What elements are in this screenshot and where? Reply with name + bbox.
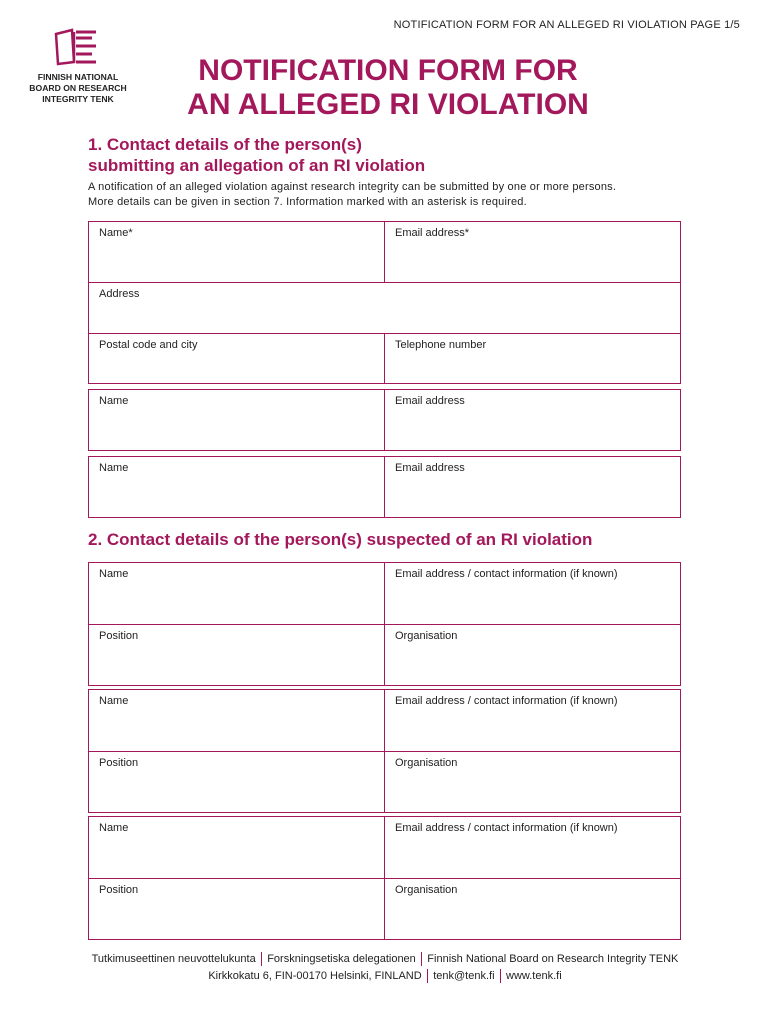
field-label: Postal code and city: [99, 339, 198, 351]
telephone-field[interactable]: [385, 334, 680, 383]
field-label: Position: [99, 630, 139, 642]
intro-line2: More details can be given in section 7. Information marked with an asterisk is required.: [88, 196, 527, 208]
position-field[interactable]: [89, 625, 385, 685]
form-row: [89, 624, 680, 685]
main-title: [168, 54, 608, 122]
form-row: [89, 690, 680, 751]
section1-title: [88, 134, 425, 176]
form-row: [89, 817, 680, 878]
main-title-line1: NOTIFICATION FORM FOR: [198, 54, 578, 87]
footer-org-sv: Forskningsetiska delegationen: [267, 953, 416, 965]
address-field[interactable]: [89, 283, 680, 333]
form-row: [89, 878, 680, 939]
section1-intro: [88, 180, 688, 210]
footer: [0, 951, 770, 985]
main-title-line2: AN ALLEGED RI VIOLATION: [187, 88, 589, 121]
footer-address: Kirkkokatu 6, FIN-00170 Helsinki, FINLAND: [208, 970, 422, 982]
footer-email-link[interactable]: tenk@tenk.fi: [433, 970, 495, 982]
tenk-logo: [28, 28, 138, 105]
footer-line1: [0, 951, 770, 968]
name-field[interactable]: [89, 457, 385, 517]
organisation-field[interactable]: [385, 879, 680, 939]
field-label: Email address / contact information (if known): [395, 695, 618, 707]
suspect-1-table: [88, 562, 681, 686]
logo-text-line1: FINNISH NATIONAL: [37, 72, 119, 82]
email-field[interactable]: [385, 690, 680, 751]
field-label: Organisation: [395, 757, 458, 769]
field-label: Address: [99, 288, 140, 300]
field-label: Position: [99, 884, 139, 896]
footer-separator: [421, 952, 423, 966]
form-row: [89, 390, 680, 450]
form-row: [89, 333, 680, 383]
field-label: Email address: [395, 395, 465, 407]
footer-separator: [427, 969, 429, 983]
footer-org-en: Finnish National Board on Research Integrity TENK: [427, 953, 679, 965]
name-field[interactable]: [89, 563, 385, 624]
position-field[interactable]: [89, 879, 385, 939]
organisation-field[interactable]: [385, 625, 680, 685]
field-label: Position: [99, 757, 139, 769]
field-label: Organisation: [395, 630, 458, 642]
name-field[interactable]: [89, 690, 385, 751]
email-field[interactable]: [385, 457, 680, 517]
form-row: [89, 282, 680, 333]
logo-text-line2: BOARD ON RESEARCH: [29, 83, 127, 93]
form-row: [89, 222, 680, 282]
field-label: Email address: [395, 462, 465, 474]
footer-org-fi: Tutkimuseettinen neuvottelukunta: [91, 953, 256, 965]
section2-title: 2. Contact details of the person(s) suspected of an RI violation: [88, 530, 593, 549]
footer-separator: [500, 969, 502, 983]
field-label: Email address / contact information (if known): [395, 568, 618, 580]
form-row: [89, 563, 680, 624]
section1-title-line1: 1. Contact details of the person(s): [88, 135, 362, 154]
name-field[interactable]: [89, 390, 385, 450]
field-label: Organisation: [395, 884, 458, 896]
footer-website-link[interactable]: www.tenk.fi: [506, 970, 562, 982]
submitter-2-table: [88, 389, 681, 451]
field-label: Name: [99, 462, 129, 474]
field-label: Telephone number: [395, 339, 487, 351]
submitter-3-table: [88, 456, 681, 518]
field-label: Email address*: [395, 227, 469, 239]
position-field[interactable]: [89, 752, 385, 812]
name-field[interactable]: [89, 817, 385, 878]
field-label: Name: [99, 395, 129, 407]
submitter-1-table: [88, 221, 681, 384]
form-row: [89, 457, 680, 517]
footer-line2: [0, 968, 770, 985]
book-logo-icon: [52, 28, 100, 66]
email-field[interactable]: [385, 390, 680, 450]
postal-code-field[interactable]: [89, 334, 385, 383]
intro-line1: A notification of an alleged violation against research integrity can be submitted by one or more persons.: [88, 181, 617, 193]
name-field[interactable]: [89, 222, 385, 282]
field-label: Name*: [99, 227, 133, 239]
form-row: [89, 751, 680, 812]
email-field[interactable]: [385, 222, 680, 282]
field-label: Name: [99, 695, 129, 707]
email-field[interactable]: [385, 563, 680, 624]
logo-text-line3: INTEGRITY TENK: [42, 94, 114, 104]
organisation-field[interactable]: [385, 752, 680, 812]
section1-title-line2: submitting an allegation of an RI violation: [88, 156, 426, 175]
suspect-3-table: [88, 816, 681, 940]
field-label: Name: [99, 568, 129, 580]
footer-separator: [261, 952, 263, 966]
suspect-2-table: [88, 689, 681, 813]
field-label: Email address / contact information (if known): [395, 822, 618, 834]
email-field[interactable]: [385, 817, 680, 878]
page-header: NOTIFICATION FORM FOR AN ALLEGED RI VIOLATION PAGE 1/5: [393, 19, 740, 31]
field-label: Name: [99, 822, 129, 834]
